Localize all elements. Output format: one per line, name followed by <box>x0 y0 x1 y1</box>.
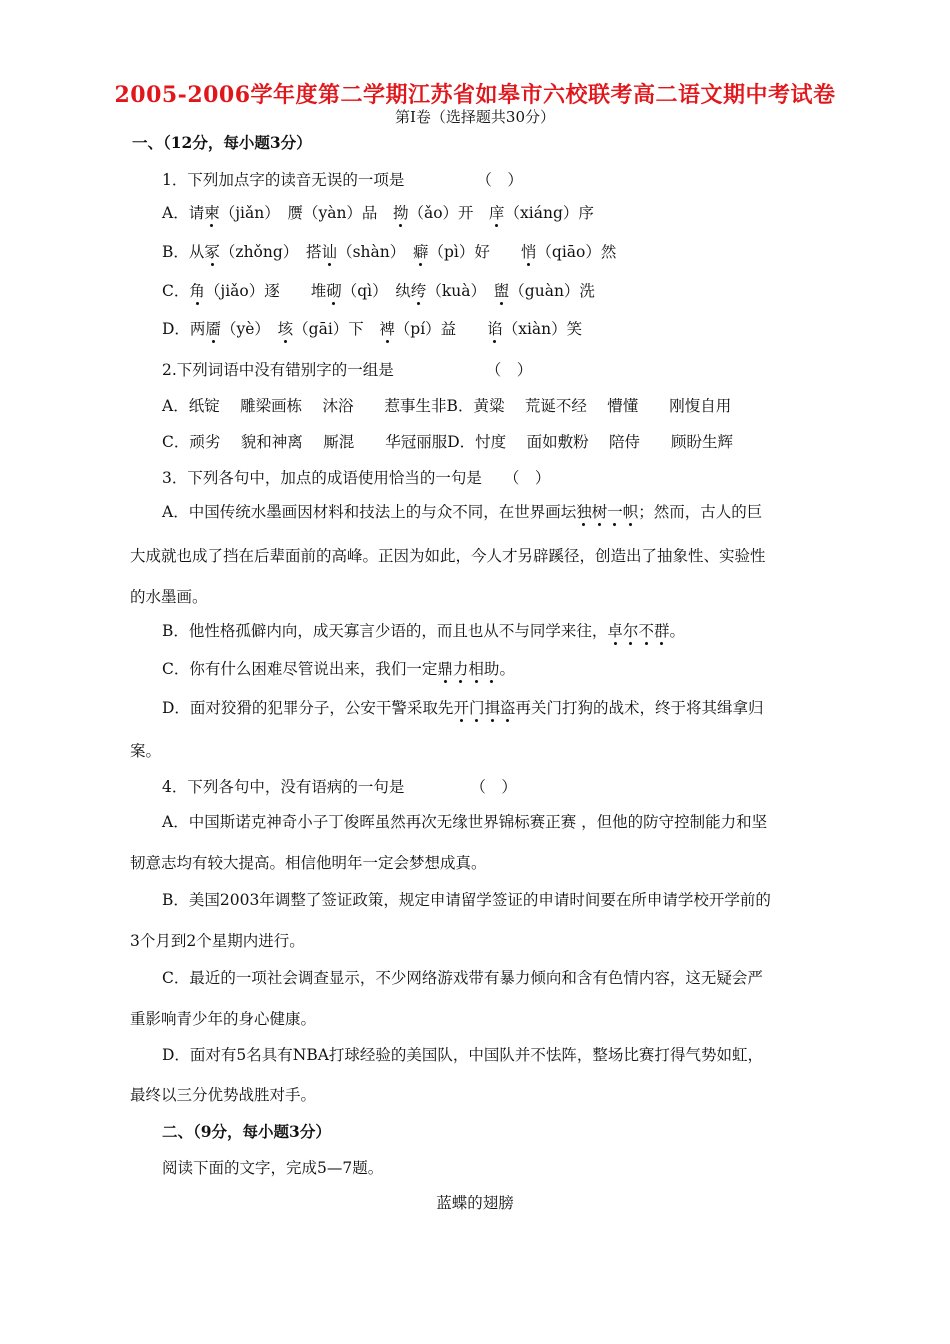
q3-option-a-line-3: 的水墨画。 <box>130 588 208 606</box>
dotted-idiom <box>453 699 515 717</box>
q1-option-b: B．从冢（zhǒng） 搭讪（shàn） 癖（pì）好 悄（qiāo）然 <box>162 243 617 261</box>
q3-option-d-line-1: D．面对狡猾的犯罪分子，公安干警采取先开门揖盗再关门打狗的战术，终于将其缉拿归 <box>162 699 764 717</box>
dotted-char: 盥 <box>493 282 510 300</box>
q4-option-d-line-1: D．面对有5名具有NBA打球经验的美国队，中国队并不怯阵，整场比赛打得气势如虹， <box>162 1046 763 1064</box>
dotted-char: 力 <box>452 660 469 678</box>
dotted-char: 绔 <box>410 282 427 300</box>
section-2-heading: 二、（9分，每小题3分） <box>162 1122 331 1141</box>
dotted-idiom <box>576 503 638 521</box>
dotted-char: 冢 <box>204 243 220 261</box>
q1-option-c: C．角（jiǎo）逐 堆砌（qì） 纨绔（kuà） 盥（guàn）洗 <box>162 282 595 300</box>
question-2-stem: 2.下列词语中没有错别字的一组是 （ ） <box>162 361 533 379</box>
passage-title: 蓝蝶的翅膀 <box>436 1194 514 1212</box>
dotted-char: 一 <box>607 503 623 521</box>
dotted-char: 靥 <box>205 320 221 338</box>
section-1-heading: 一、（12分，每小题3分） <box>132 133 312 152</box>
dotted-char: 群 <box>653 622 670 640</box>
dotted-char: 尔 <box>622 622 639 640</box>
q4-option-c-line-2: 重影响青少年的身心健康。 <box>130 1010 317 1028</box>
answer-paren: （ ） <box>503 469 551 487</box>
q3-option-a-line-2: 大成就也成了挡在后辈面前的高峰。正因为如此，今人才另辟蹊径，创造出了抽象性、实验性 <box>130 547 766 565</box>
dotted-char: 谄 <box>487 320 503 338</box>
dotted-char: 鼎 <box>437 660 453 678</box>
dotted-char: 悄 <box>520 243 537 261</box>
dotted-idiom <box>607 622 669 640</box>
answer-paren: （ ） <box>476 171 523 189</box>
question-3-stem: 3．下列各句中，加点的成语使用恰当的一句是 （ ） <box>162 469 551 487</box>
q2-options-cd: C．顽劣 貌和神离 厮混 华冠丽服D．忖度 面如敷粉 陪侍 顾盼生辉 <box>162 433 733 451</box>
q4-option-a-line-1: A．中国斯诺克神奇小子丁俊晖虽然再次无缘世界锦标赛正赛 ，但他的防守控制能力和坚 <box>162 813 768 831</box>
dotted-char: 拗 <box>392 204 409 222</box>
section-2-instruction: 阅读下面的文字，完成5—7题。 <box>162 1159 384 1177</box>
q4-option-d-line-2: 最终以三分优势战胜对手。 <box>130 1086 317 1104</box>
dotted-char: 揖 <box>484 699 500 717</box>
dotted-char: 开 <box>453 699 469 717</box>
q4-option-a-line-2: 韧意志均有较大提高。相信他明年一定会梦想成真。 <box>130 854 487 872</box>
dotted-char: 帜 <box>622 503 639 521</box>
q1-option-d: D．两靥（yè） 垓（gāi）下 裨（pí）益 谄（xiàn）笑 <box>162 320 583 338</box>
dotted-char: 卓 <box>607 622 623 640</box>
dotted-char: 裨 <box>379 320 395 338</box>
question-1-stem: 1．下列加点字的读音无误的一项是 （ ） <box>162 171 523 189</box>
q3-option-c: C．你有什么困难尽管说出来，我们一定鼎力相助。 <box>162 660 515 678</box>
dotted-char: 砌 <box>326 282 342 300</box>
q4-option-b-line-2: 3个月到2个星期内进行。 <box>130 932 305 950</box>
dotted-char: 角 <box>189 282 205 300</box>
dotted-char: 讪 <box>321 243 338 261</box>
dotted-char: 垓 <box>277 320 294 338</box>
answer-paren: （ ） <box>485 361 533 379</box>
q3-option-a-line-1: A．中国传统水墨画因材料和技法上的与众不同，在世界画坛独树一帜；然而，古人的巨 <box>162 503 763 521</box>
dotted-char: 独 <box>576 503 592 521</box>
dotted-char: 门 <box>468 699 485 717</box>
q4-option-b-line-1: B．美国2003年调整了签证政策，规定申请留学签证的申请时间要在所申请学校开学前的 <box>162 891 771 909</box>
q2-options-ab: A．纸锭 雕梁画栋 沐浴 惹事生非B．黄粱 荒诞不经 懵懂 刚愎自用 <box>162 397 732 415</box>
dotted-char: 盗 <box>499 699 516 717</box>
question-4-stem: 4．下列各句中，没有语病的一句是 （ ） <box>162 778 517 796</box>
dotted-char: 助 <box>483 660 500 678</box>
exam-title: 2005-2006学年度第二学期江苏省如皋市六校联考高二语文期中考试卷 <box>114 82 836 108</box>
exam-subtitle: 第Ⅰ卷（选择题共30分） <box>394 108 555 126</box>
dotted-char: 癖 <box>412 243 429 261</box>
q4-option-c-line-1: C．最近的一项社会调查显示，不少网络游戏带有暴力倾向和含有色情内容，这无疑会严 <box>162 969 763 987</box>
answer-paren: （ ） <box>470 778 517 796</box>
dotted-char: 柬 <box>204 204 220 222</box>
dotted-char: 庠 <box>489 204 505 222</box>
dotted-char: 不 <box>638 622 654 640</box>
q3-option-b: B．他性格孤僻内向，成天寡言少语的，而且也从不与同学来往，卓尔不群。 <box>162 622 685 640</box>
q3-option-d-line-2: 案。 <box>130 742 162 760</box>
dotted-idiom <box>437 660 499 678</box>
q1-option-a: A．请柬（jiǎn） 赝（yàn）品 拗（ǎo）开 庠（xiáng）序 <box>162 204 594 222</box>
dotted-char: 相 <box>468 660 484 678</box>
dotted-char: 树 <box>591 503 608 521</box>
